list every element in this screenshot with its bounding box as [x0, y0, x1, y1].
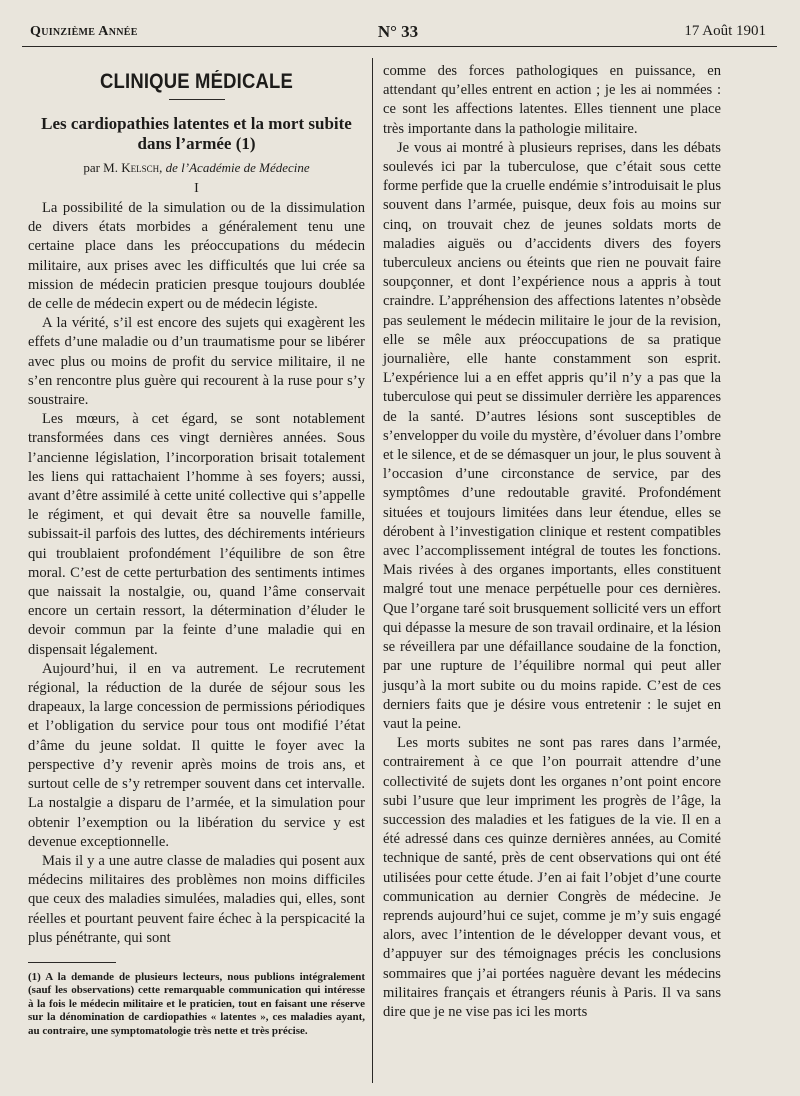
- paragraph: La possibilité de la simulation ou de la dissimulation de divers états morbides a généralement tenu une certaine place dans les préoccupations du médecin militaire, aux prises avec les difficultés que lui crée sa mission de médecin praticien presque toujours doublée de celle de médecin expert ou de médecin légiste.: [28, 200, 365, 313]
- author-name: Kelsch,: [121, 160, 163, 175]
- paragraph: Je vous ai montré à plusieurs reprises, dans les débats soulevés ici par la tuberculose, que c’était sous cette forme perfide que la cruelle endémie s’introduisait le plus souvent dans l’armée, puisque, deux fois au moins sur cinq, on trouvait chez de jeunes soldats morts de maladies aiguës ou d’accidents divers des foyers tuberculeux anciens ou éteints que rien ne pouvait faire soupçonner, et dont l’expérience nous a appris à tout craindre. L’appréhension des affections latentes n’obsède pas seulement le médecin militaire le jour de la revision, elle se mêle aux préoccupations de sa pratique journalière, elle hante constamment son esprit. L’expérience lui a en effet appris qu’il n’y a pas que la tuberculose qui peut se dissimuler derrière les apparences de la santé. D’autres lésions sont susceptibles de s’envelopper du voile du mystère, d’évoluer dans l’ombre et le silence, et de se démasquer un jour, le plus souvent à l’occasion d’une circonstance de service, par des symptômes d’une redoutable gravité. Profondément situées et toujours limitées dans leur étendue, elles se dérobent à l’investigation clinique et restent compatibles avec l’accomplissement intégral de toutes les fonctions. Mais rivées à des organes importants, elles constituent malgré tout une menace perpétuelle pour ces dernières. Que l’organe taré soit brusquement sollicité vers un effort qui dépasse la mesure de son travail ordinaire, et la lésion se réveillera par une défaillance soudaine de la fonction, par une rupture de l’équilibre normal qui peut aller jusqu’à la mort subite ou du moins rapide. C’est de ces derniers faits que je désire vous entretenir : le sujet en vaut la peine.: [383, 139, 721, 732]
- title-rule: [169, 99, 225, 100]
- right-column: [383, 62, 721, 1022]
- footnote: (1) A la demande de plusieurs lecteurs, nous publions intégralement (sauf les observations) cette remarquable communication qui intéresse à la fois le médecin militaire et le praticien, tout en faisant une réserve sur la dénomination de cardiopathies « latentes », ces maladies ayant, au contraire, une symptomatologie très nette et très précise.: [28, 970, 365, 1037]
- header-issue-number: N° 33: [377, 22, 419, 41]
- article-title: Les cardiopathies latentes et la mort subite dans l’armée (1): [41, 114, 352, 153]
- left-column: [28, 62, 365, 1038]
- paragraph: Mais il y a une autre classe de maladies qui posent aux médecins militaires des problèmes non moins difficiles que ceux des maladies simulées, maladies qui, elles, sont réelles et pourtant peuvent faire échec à la perspicacité la plus pénétrante, qui sont: [28, 852, 365, 946]
- paragraph: Aujourd’hui, il en va autrement. Le recrutement régional, la réduction de la durée de séjour sous les drapeaux, la large concession de permissions périodiques et l’obligation du service pour tous ont modifié l’état d’âme du jeune soldat. Il quitte le foyer avec la perspective d’y revenir après moins de trois ans, et surtout celle de s’y retremper souvent dans cet intervalle. La nostalgie a disparu de l’armée, et la simulation pour obtenir l’exemption ou la libération du service y est devenue exceptionnelle.: [28, 660, 365, 850]
- header-rule: [22, 46, 777, 47]
- paragraph: A la vérité, s’il est encore des sujets qui exagèrent les effets d’une maladie ou d’un traumatisme pour se libérer avec plus ou moins de profit du service militaire, il ne s’en rencontre plus guère qui recourent à la ruse pour s’y soustraire.: [28, 315, 365, 409]
- section-title: CLINIQUE MÉDICALE: [100, 70, 293, 93]
- author-affiliation: de l’Académie de Médecine: [165, 160, 310, 175]
- right-column-text: [383, 62, 721, 1022]
- left-column-text: [28, 199, 365, 948]
- byline-prefix: par M.: [83, 160, 118, 175]
- paragraph: Les morts subites ne sont pas rares dans l’armée, contrairement à ce que l’on pourrait attendre d’une collectivité de sujets dont les organes n’ont point encore subi l’usure que leur impriment les progrès de l’âge, la succession des maladies et les fatigues de la vie. Il en a été adressé dans ces quinze dernières années, au Comité technique de santé, près de cent observations qui ont été utilisées pour cette étude. J’en ai fait l’objet d’une courte communication au dernier Congrès de médecine. Je reprends aujourd’hui ce sujet, comme je m’y suis engagé alors, avec l’intention de le développer devant vous, et d’appuyer sur des témoignages précis les conclusions sommaires que j’ai portées naguère devant les médecins militaires français et étrangers réunis à Paris. Il va sans dire que je ne vise pas ici les morts: [383, 735, 721, 1020]
- column-divider: [372, 58, 373, 1083]
- byline: [28, 160, 365, 176]
- paragraph: Les mœurs, à cet égard, se sont notablement transformées dans ces vingt dernières années. Sous l’ancienne législation, l’incorporation brisait totalement les liens qui rattachaient l’homme à ses foyers; aussi, avant d’être assimilé à cette unité collective qui s’appelle le régiment, et qui devait être sa nouvelle famille, subissait-il parfois des luttes, des déchirements intérieurs qui troublaient profondément l’équilibre de son être moral. C’est de cette perturbation des sentiments intimes que naissait la nostalgie, ou, quand l’âme conservait encore un certain ressort, la détermination d’éluder le devoir commun par la feinte d’une maladie qui en dispensait légalement.: [28, 411, 365, 658]
- running-header: [30, 22, 766, 44]
- paragraph: comme des forces pathologiques en puissance, en attendant qu’elles entrent en action ; je les ai nommées : ce sont les affections latentes. Elles tiennent une place très importante dans la pathologie militaire.: [383, 63, 721, 137]
- header-volume: Quinzième Année: [30, 24, 138, 39]
- section-number: I: [194, 181, 199, 196]
- header-date: 17 Août 1901: [684, 23, 766, 39]
- footnote-rule: [28, 962, 116, 963]
